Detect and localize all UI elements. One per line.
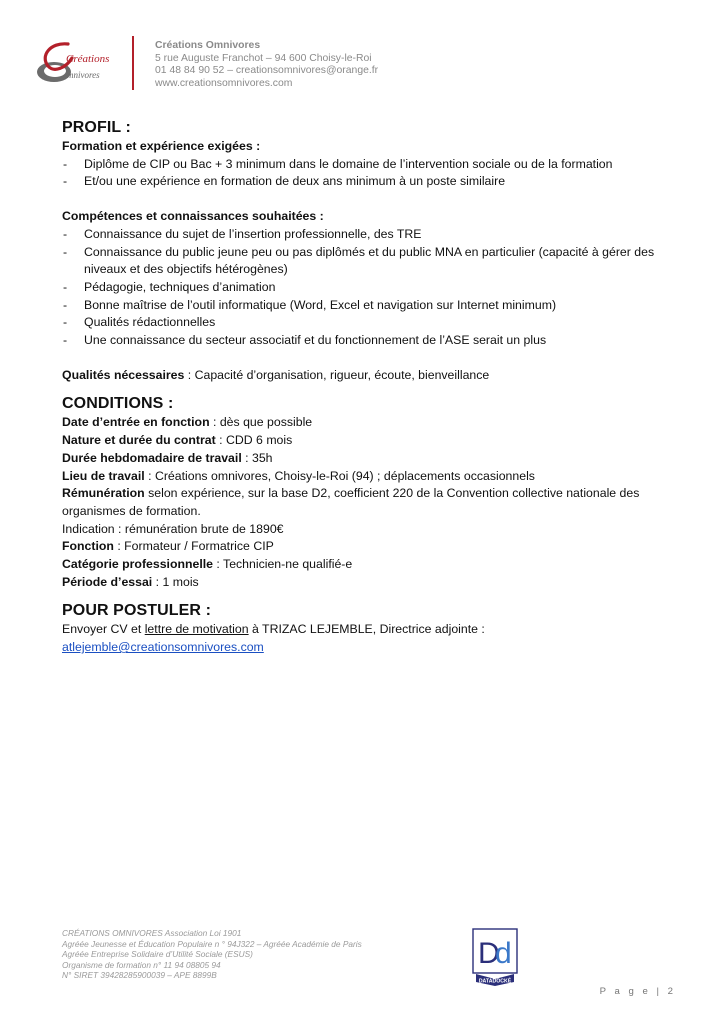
list-item: - Connaissance du sujet de l’insertion professionnelle, des TRE <box>62 226 672 244</box>
list-item: - Diplôme de CIP ou Bac + 3 minimum dans le domaine de l’intervention sociale ou de la formation <box>62 156 672 174</box>
qualites-label: Qualités nécessaires <box>62 367 185 382</box>
condition-value: : Formateur / Formatrice CIP <box>113 539 274 554</box>
condition-label: Lieu de travail <box>62 468 145 483</box>
formation-label: Formation et expérience exigées : <box>62 139 261 153</box>
condition-label: Nature et durée du contrat <box>62 433 216 448</box>
condition-value: : Créations omnivores, Choisy-le-Roi (94) ; déplacements occasionnels <box>144 468 535 483</box>
qualites-value: : Capacité d’organisation, rigueur, écoute, bienveillance <box>184 367 490 382</box>
condition-label: Rémunération <box>62 486 145 501</box>
condition-value: : Technicien-ne qualifié-e <box>213 557 353 572</box>
footer-line: CRÉATIONS OMNIVORES Association Loi 1901 <box>62 928 242 938</box>
list-item: - Bonne maîtrise de l’outil informatique (Word, Excel et navigation sur Internet minimum) <box>62 297 672 315</box>
org-website: www.creationsomnivores.com <box>155 77 293 89</box>
competences-label: Compétences et connaissances souhaitées : <box>62 209 324 224</box>
postuler-text: à TRIZAC LEJEMBLE, Directrice adjointe : <box>248 622 485 637</box>
condition-label: Durée hebdomadaire de travail <box>62 450 242 465</box>
condition-value: : 1 mois <box>152 574 199 589</box>
footer-line: Agréée Entreprise Solidaire d’Utilité Sociale (ESUS) <box>62 949 253 960</box>
organization-block <box>155 40 378 90</box>
contact-email-link[interactable]: atlejemble@creationsomnivores.com <box>62 640 264 655</box>
svg-text:Créations: Créations <box>66 53 110 65</box>
svg-text:d: d <box>495 937 512 970</box>
list-item: - Et/ou une expérience en formation de deux ans minimum à un poste similaire <box>62 173 672 191</box>
condition-value: selon expérience, sur la base D2, coefficient 220 de la Convention collective nationale des organismes de formation. <box>62 486 640 518</box>
condition-remuneration <box>62 485 672 520</box>
org-contact: 01 48 84 90 52 – creationsomnivores@orange.fr <box>155 65 379 77</box>
footer-line: N° SIRET 39428285900039 – APE 8899B <box>62 970 217 981</box>
condition-value: : CDD 6 mois <box>215 433 293 448</box>
footer-legal <box>62 928 362 981</box>
condition-indication: Indication : rémunération brute de 1890€ <box>62 521 284 536</box>
condition-label: Fonction <box>62 539 114 554</box>
org-address: 5 rue Auguste Franchot – 94 600 Choisy-le-Roi <box>155 52 372 64</box>
postuler-text: Envoyer CV et <box>62 622 145 637</box>
org-name: Créations Omnivores <box>155 40 261 51</box>
qualites-line <box>62 367 672 385</box>
motivation-letter-text: lettre de motivation <box>144 622 249 637</box>
footer-line: Agréée Jeunesse et Éducation Populaire n ° 94J322 – Agréée Académie de Paris <box>62 938 362 949</box>
formation-list <box>62 156 672 191</box>
condition-duree <box>62 450 672 468</box>
section-title-conditions: CONDITIONS : <box>62 395 174 413</box>
header-divider <box>132 36 134 90</box>
condition-contrat <box>62 432 672 450</box>
condition-categorie <box>62 556 672 574</box>
condition-label: Période d’essai <box>62 574 153 589</box>
condition-value: : 35h <box>241 450 273 465</box>
postuler-line <box>62 621 672 639</box>
footer-line: Organisme de formation n° 11 94 08805 94 <box>62 959 221 970</box>
job-offer-content <box>62 118 672 657</box>
list-item: - Qualités rédactionnelles <box>62 314 672 332</box>
condition-date <box>62 414 672 432</box>
svg-text:mnivores: mnivores <box>67 70 100 80</box>
condition-lieu <box>62 468 672 486</box>
list-item: - Une connaissance du secteur associatif et du fonctionnement de l’ASE serait un plus <box>62 332 672 350</box>
condition-label: Date d’entrée en fonction <box>62 415 210 430</box>
creations-omnivores-logo <box>28 38 120 88</box>
list-item: - Connaissance du public jeune peu ou pas diplômés et du public MNA en particulier (capacité à gérer des niveaux et des objectifs hétérogènes) <box>62 244 672 279</box>
datadock-badge-icon <box>470 928 520 986</box>
page-number: P a g e | 2 <box>599 986 676 997</box>
svg-text:DATADOCKÉ: DATADOCKÉ <box>478 978 512 985</box>
condition-value: : dès que possible <box>209 415 313 430</box>
condition-fonction <box>62 538 672 556</box>
competences-list <box>62 226 672 350</box>
condition-label: Catégorie professionnelle <box>62 557 214 572</box>
section-title-postuler: POUR POSTULER : <box>62 602 212 620</box>
list-item: - Pédagogie, techniques d’animation <box>62 279 672 297</box>
section-title-profil: PROFIL : <box>62 119 131 136</box>
svg-text:D: D <box>478 937 500 970</box>
condition-essai <box>62 574 672 592</box>
